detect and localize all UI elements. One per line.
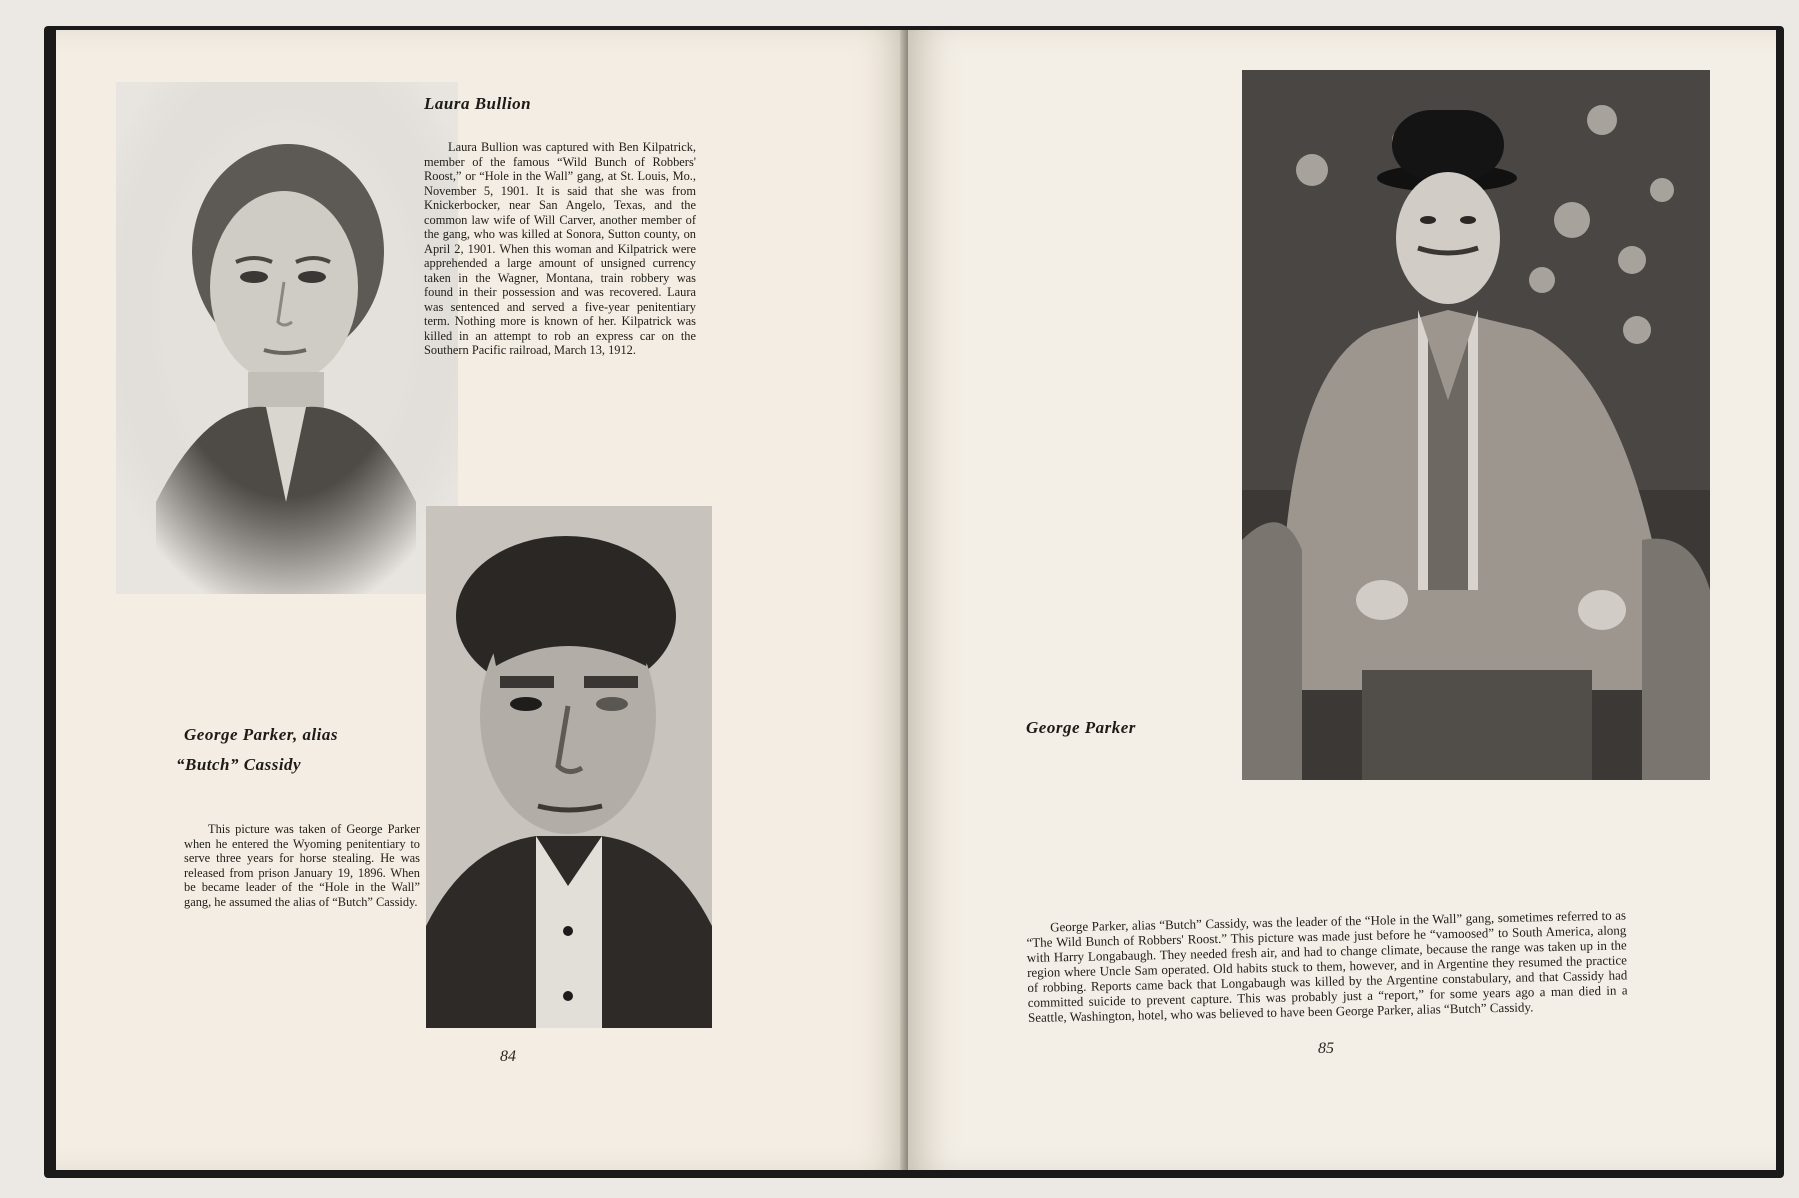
page-number-right: 85 bbox=[1318, 1040, 1334, 1057]
george-parker-paragraph: George Parker, alias “Butch” Cassidy, was the leader of the “Hole in the Wall” gang, sometimes referred to as “The Wild Bunch of Robbers' Roost.” This picture was made just before he “vamoosed” to South America, along with Harry Longabaugh. They needed fresh air, and had to change climate, because the range was taken up in the region where Uncle Sam operated. Old habits stuck to them, however, and in Argentine they resumed the practice of robbing. Reports came back that Longabaugh was killed by the Argentine constabulary, and that Cassidy had committed suicide to prevent capture. This was probably just a “report,” for some years ago a man died in a Seattle, Washington, hotel, who was believed to have been George Parker, alias “Butch” Cassidy. bbox=[1026, 907, 1628, 1025]
butch-cassidy-caption bbox=[184, 822, 420, 909]
laura-bullion-text bbox=[424, 140, 696, 358]
page-number-left: 84 bbox=[500, 1048, 516, 1065]
butch-cassidy-heading-line1: George Parker, alias bbox=[184, 725, 339, 744]
butch-cassidy-heading-line2: “Butch” Cassidy bbox=[176, 755, 302, 774]
butch-cassidy-paragraph: This picture was taken of George Parker when he entered the Wyoming penitentiary to serve three years for horse stealing. He was released from prison January 19, 1896. When be became leader of the “Hole in the Wall” gang, he assumed the alias of “Butch” Cassidy. bbox=[184, 822, 420, 909]
laura-bullion-heading: Laura Bullion bbox=[424, 94, 532, 113]
right-page bbox=[908, 30, 1776, 1170]
george-parker-heading: George Parker bbox=[1026, 718, 1136, 737]
laura-bullion-paragraph: Laura Bullion was captured with Ben Kilpatrick, member of the famous “Wild Bunch of Robbers' Roost,” or “Hole in the Wall” gang, at St. Louis, Mo., November 5, 1901. It is said that she was from Knickerbocker, near San Angelo, Texas, and the common law wife of Will Carver, another member of the gang, who was killed at Sonora, Sutton county, on April 2, 1901. When this woman and Kilpatrick were apprehended a large amount of unsigned currency taken in the Wagner, Montana, train robbery was found in their possession and was recovered. Laura was sentenced and served a five-year penitentiary term. Nothing more is known of her. Kilpatrick was killed in an attempt to rob an express car on the Southern Pacific railroad, March 13, 1912. bbox=[424, 140, 696, 357]
butch-cassidy-mugshot bbox=[426, 506, 712, 1028]
george-parker-text bbox=[1026, 907, 1628, 1025]
left-page bbox=[56, 30, 908, 1170]
laura-bullion-photo bbox=[116, 82, 458, 594]
george-parker-portrait bbox=[1242, 70, 1710, 780]
